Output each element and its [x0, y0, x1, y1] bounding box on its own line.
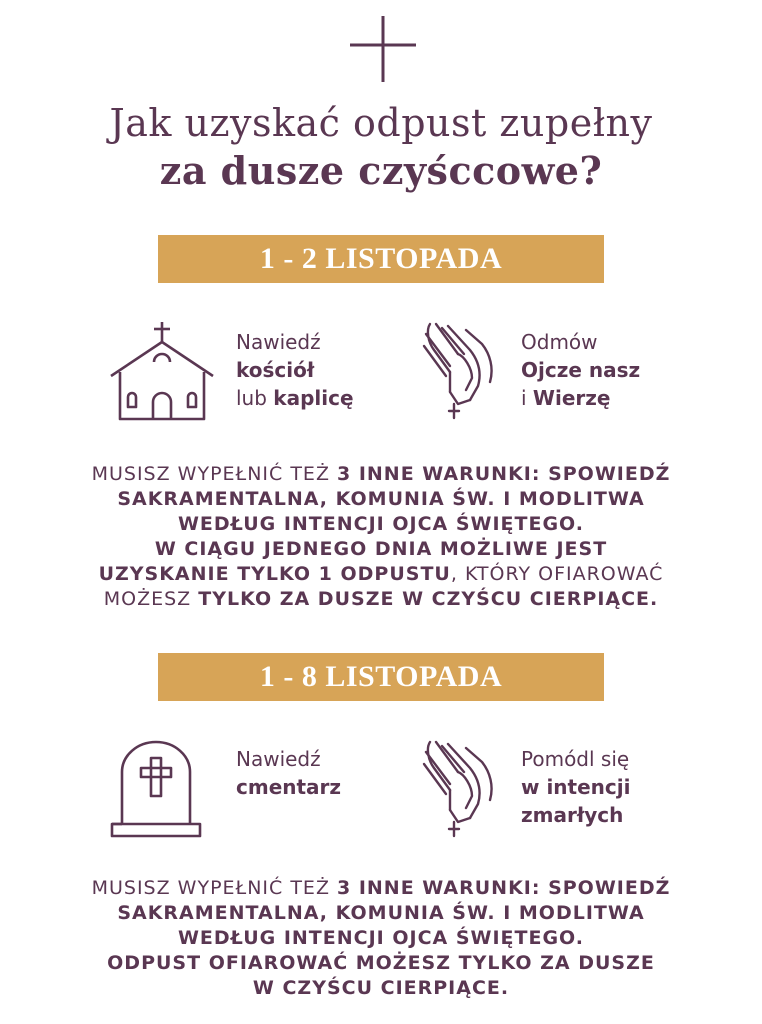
conditions-paragraph-2 [0, 876, 762, 1001]
para1-line-1-regular: MUSISZ WYPEŁNIĆ TEŻ [91, 463, 337, 485]
visit-church-line-3 [236, 384, 354, 412]
para1-line-5 [0, 562, 762, 587]
para1-line-4-bold: W CIĄGU JEDNEGO DNIA MOŻLIWE JEST [154, 538, 608, 560]
para1-line-1-bold: 3 INNE WARUNKI: SPOWIEDŹ [337, 463, 671, 485]
para1-line-2 [0, 487, 762, 512]
visit-church-line-2: kościół [236, 358, 315, 382]
pray-line-3 [521, 384, 640, 412]
para2-line-1 [0, 876, 762, 901]
para2-line-5-bold: W CZYŚCU CIERPIĄCE. [252, 977, 510, 999]
pray-line-2: Ojcze nasz [521, 358, 641, 382]
title-line-2: za dusze czyśccowe? [159, 148, 603, 193]
para1-line-6-regular: MOŻESZ [103, 588, 199, 610]
para2-line-1-regular: MUSISZ WYPEŁNIĆ TEŻ [91, 877, 337, 899]
visit-church-line-3-regular: lub [236, 386, 274, 410]
para2-line-3 [0, 926, 762, 951]
para2-line-4-bold: ODPUST OFIAROWAĆ MOŻESZ TYLKO ZA DUSZE [107, 952, 655, 974]
title-line-1: Jak uzyskać odpust zupełny [109, 101, 653, 145]
para1-line-5-bold: UZYSKANIE TYLKO 1 ODPUSTU [98, 563, 451, 585]
para1-line-5-regular: , KTÓRY OFIAROWAĆ [450, 563, 664, 585]
pray-dead-line-1: Pomódl się [521, 747, 630, 771]
pray-dead-line-2: w intencji [521, 775, 631, 799]
para1-line-1 [0, 462, 762, 487]
visit-church-text [236, 328, 354, 412]
para1-line-4 [0, 537, 762, 562]
cross-icon [350, 16, 416, 82]
para1-line-2-bold: SAKRAMENTALNA, KOMUNIA ŚW. I MODLITWA [117, 488, 645, 510]
date-banner-1-8-november: 1 - 8 LISTOPADA [158, 653, 604, 701]
para2-line-3-bold: WEDŁUG INTENCJI OJCA ŚWIĘTEGO. [177, 927, 585, 949]
visit-cemetery-line-1: Nawiedź [236, 747, 321, 771]
date-banner-1-2-november: 1 - 2 LISTOPADA [158, 235, 604, 283]
visit-cemetery-line-2: cmentarz [236, 775, 342, 799]
para1-line-6-bold: TYLKO ZA DUSZE W CZYŚCU CIERPIĄCE. [198, 588, 659, 610]
pray-line-3-bold: Wierzę [532, 386, 611, 410]
praying-hands-icon [420, 738, 498, 840]
praying-hands-icon [420, 320, 498, 422]
conditions-paragraph-1 [0, 462, 762, 612]
pray-text [521, 328, 640, 412]
visit-church-line-3-bold: kaplicę [273, 386, 354, 410]
pray-for-dead-text [521, 745, 630, 829]
para2-line-2-bold: SAKRAMENTALNA, KOMUNIA ŚW. I MODLITWA [117, 902, 645, 924]
page-title [0, 100, 762, 194]
para2-line-2 [0, 901, 762, 926]
para2-line-1-bold: 3 INNE WARUNKI: SPOWIEDŹ [337, 877, 671, 899]
pray-line-1: Odmów [521, 330, 598, 354]
church-icon [108, 320, 216, 422]
para1-line-6 [0, 587, 762, 612]
pray-line-3-regular: i [521, 386, 533, 410]
visit-church-line-1: Nawiedź [236, 330, 321, 354]
visit-cemetery-text [236, 745, 341, 801]
tombstone-icon [108, 740, 204, 840]
para2-line-4 [0, 951, 762, 976]
para2-line-5 [0, 976, 762, 1001]
pray-dead-line-3: zmarłych [521, 803, 624, 827]
para1-line-3-bold: WEDŁUG INTENCJI OJCA ŚWIĘTEGO. [177, 513, 585, 535]
para1-line-3 [0, 512, 762, 537]
